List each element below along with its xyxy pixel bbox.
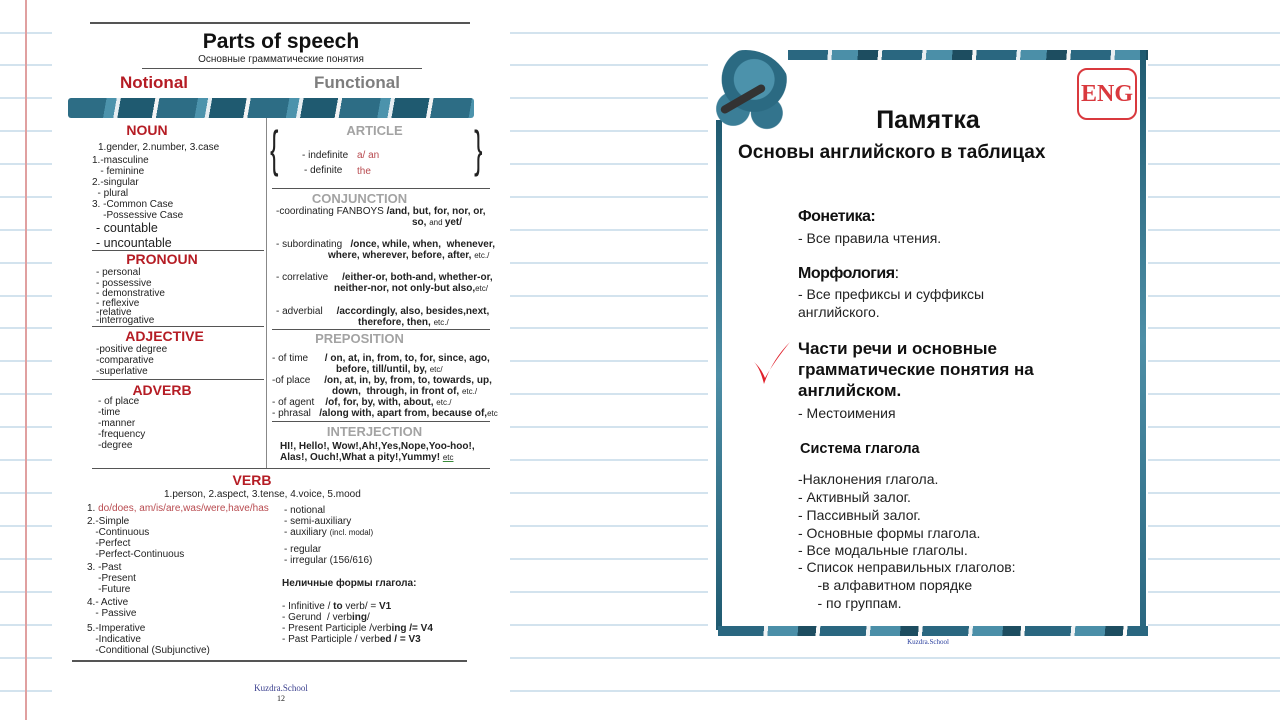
interjection-line: HI!, Hello!, Wow!,Ah!,Yes,Nope,Yoo-hoo!,: [280, 441, 475, 452]
preposition-agent: - of agent /of, for, by, with, about, etc./: [272, 397, 452, 408]
adverb-line: -time: [98, 407, 121, 418]
notional-heading: Notional: [120, 73, 188, 92]
page-number: 12: [277, 694, 285, 703]
verb-aspect-line: -Continuous: [87, 527, 150, 538]
adverb-line: -manner: [98, 418, 136, 429]
left-brace-icon: {: [270, 121, 279, 177]
pronoun-line: - personal: [96, 267, 141, 278]
sheet-title: Parts of speech: [202, 30, 360, 53]
preposition-heading: PREPOSITION: [315, 331, 404, 346]
section-divider: [92, 379, 264, 380]
adjective-line: -comparative: [96, 355, 154, 366]
noun-line-large: - uncountable: [96, 236, 172, 250]
verb-aspect-line: 2.-Simple: [87, 516, 130, 527]
verb-tense-line: 3. -Past: [87, 562, 122, 573]
verb-system-item: - Список неправильных глаголов:: [798, 559, 1016, 575]
conjunction-heading: CONJUNCTION: [311, 191, 408, 206]
verb-regular-line: - regular: [284, 544, 322, 555]
verb-heading: VERB: [232, 472, 272, 488]
reminder-card: [708, 50, 1148, 646]
parts-item: - Местоимения: [798, 405, 896, 421]
subtitle-rule: [142, 68, 422, 69]
verb-system-item: - Активный залог.: [798, 489, 911, 505]
nonfinite-line: - Gerund / verbing/: [282, 612, 370, 623]
morphology-item: английского.: [798, 304, 880, 320]
parts-heading-line: Части речи и основные: [798, 339, 997, 358]
verb-regular-line: - irregular (156/616): [284, 555, 373, 566]
parts-of-speech-heading: [798, 338, 1034, 401]
verb-auxiliary-line: - auxiliary (incl. modal): [284, 527, 374, 538]
languages-banner-image: [68, 98, 474, 118]
verb-tense-line: -Future: [87, 584, 131, 595]
pronoun-line: - possessive: [96, 278, 152, 289]
verb-system-item: -в алфавитном порядке: [798, 577, 973, 593]
preposition-phrasal: - phrasal /along with, apart from, because of,etc: [272, 408, 498, 419]
parts-heading-line: грамматические понятия на: [798, 360, 1034, 379]
adverb-heading: ADVERB: [132, 382, 192, 398]
section-divider: [272, 329, 490, 330]
preposition-place: -of place /on, at, in, by, from, to, towards, up,: [272, 375, 492, 386]
nonfinite-line: - Infinitive / to verb/ = V1: [282, 601, 392, 612]
conjunction-correlative-cont: neither-nor, not only-but also,etc/: [334, 283, 489, 294]
conjunction-coordinating-cont: so, and yet/: [412, 217, 463, 228]
noun-line: - plural: [92, 188, 129, 199]
margin-line: [25, 0, 27, 720]
eng-badge: ENG: [1077, 68, 1137, 120]
preposition-place-cont: down, through, in front of, etc./: [332, 386, 478, 397]
article-heading: ARTICLE: [346, 123, 403, 138]
checkmark-icon: [752, 340, 792, 390]
verb-aspect-line: -Perfect-Continuous: [87, 549, 185, 560]
verb-system-item: - по группам.: [798, 595, 902, 611]
conjunction-subordinating: - subordinating /once, while, when, whenever,: [276, 239, 495, 250]
morphology-item: - Все префиксы и суффиксы: [798, 286, 985, 302]
pronoun-line: - reflexive: [96, 298, 140, 309]
interjection-heading: INTERJECTION: [326, 424, 423, 439]
noun-line-large: - countable: [96, 221, 158, 235]
verb-categories: 1.person, 2.aspect, 3.tense, 4.voice, 5.mood: [164, 489, 361, 500]
noun-line: -Possessive Case: [92, 210, 184, 221]
verb-mood-line: -Conditional (Subjunctive): [87, 645, 210, 656]
pronoun-line: -relative: [96, 307, 132, 318]
section-divider: [272, 188, 490, 189]
adverb-line: -degree: [98, 440, 133, 451]
noun-categories: 1.gender, 2.number, 3.case: [98, 142, 220, 153]
verb-system-item: - Пассивный залог.: [798, 507, 921, 523]
preposition-time: - of time / on, at, in, from, to, for, since, ago,: [272, 353, 490, 364]
sheet-subtitle: Основные грамматические понятия: [198, 54, 364, 65]
conjunction-coordinating: -coordinating FANBOYS /and, but, for, nor, or,: [276, 206, 486, 217]
card-border-left: [716, 120, 722, 630]
noun-heading: NOUN: [126, 122, 168, 138]
conjunction-correlative: - correlative /either-or, both-and, whether-or,: [276, 272, 493, 283]
pronoun-line: -interrogative: [96, 315, 155, 326]
phonetics-item: - Все правила чтения.: [798, 230, 942, 246]
parts-of-speech-sheet: [52, 18, 510, 708]
section-divider: [92, 468, 490, 469]
interjection-line: Alas!, Ouch!,What a pity!,Yummy! etc: [280, 452, 454, 463]
functional-heading: Functional: [314, 73, 400, 92]
noun-line: 2.-singular: [92, 177, 139, 188]
verb-line1: 1. do/does, am/is/are,was/were,have/has: [87, 503, 269, 514]
verb-mood-line: 5.-Imperative: [87, 623, 146, 634]
verb-type-line: - notional: [284, 505, 326, 516]
verb-aspect-line: -Perfect: [87, 538, 131, 549]
adverb-line: -frequency: [98, 429, 146, 440]
morphology-heading: Морфология:: [798, 265, 899, 282]
card-border-right: [1140, 50, 1146, 630]
adjective-line: -positive degree: [96, 344, 168, 355]
noun-line: 3. -Common Case: [92, 199, 174, 210]
article-definite-value: the: [357, 166, 371, 177]
verb-voice-line: 4.- Active: [87, 597, 129, 608]
bottom-rule: [72, 660, 467, 662]
phonetics-heading: Фонетика:: [798, 208, 876, 225]
article-indefinite-value: a/ an: [357, 150, 380, 161]
verb-system-item: - Все модальные глаголы.: [798, 542, 968, 558]
conjunction-adverbial: - adverbial /accordingly, also, besides,next,: [276, 306, 490, 317]
adjective-heading: ADJECTIVE: [125, 328, 204, 344]
verb-type-line: - semi-auxiliary: [284, 516, 352, 527]
preposition-time-cont: before, till/until, by, etc/: [336, 364, 443, 375]
verb-mood-line: -Indicative: [87, 634, 141, 645]
footer-brand: Kuzdra.School: [254, 683, 308, 693]
conjunction-adverbial-cont: therefore, then, etc./: [358, 317, 449, 328]
section-divider: [92, 326, 264, 327]
adjective-line: -superlative: [96, 366, 148, 377]
noun-line: 1.-masculine: [92, 155, 149, 166]
article-indefinite-label: - indefinite: [302, 150, 349, 161]
pronoun-heading: PRONOUN: [126, 251, 198, 267]
card-title: Памятка: [876, 106, 980, 134]
parts-heading-line: английском.: [798, 381, 902, 400]
verb-system-item: -Наклонения глагола.: [798, 471, 939, 487]
verb-voice-line: - Passive: [87, 608, 137, 619]
pronoun-line: - demonstrative: [96, 288, 165, 299]
verb-system-item: - Основные формы глагола.: [798, 525, 981, 541]
nonfinite-line: - Past Participle / verbed / = V3: [282, 634, 421, 645]
top-rule: [90, 22, 470, 24]
section-divider: [272, 421, 490, 422]
conjunction-subordinating-cont: where, wherever, before, after, etc./: [328, 250, 490, 261]
card-footer-brand: Kuzdra.School: [907, 638, 949, 646]
card-border-top: [788, 50, 1148, 60]
noun-line: - feminine: [92, 166, 145, 177]
adverb-line: - of place: [98, 396, 140, 407]
column-divider: [266, 118, 267, 468]
nonfinite-heading: Неличные формы глагола:: [282, 578, 417, 589]
nonfinite-line: - Present Participle /verbing /= V4: [282, 623, 433, 634]
verb-tense-line: -Present: [87, 573, 136, 584]
right-brace-icon: }: [474, 121, 483, 177]
card-border-bottom: [718, 626, 1148, 636]
card-subtitle: Основы английского в таблицах: [738, 142, 1046, 163]
article-definite-label: - definite: [304, 165, 343, 176]
verb-system-heading: Система глагола: [800, 441, 920, 457]
